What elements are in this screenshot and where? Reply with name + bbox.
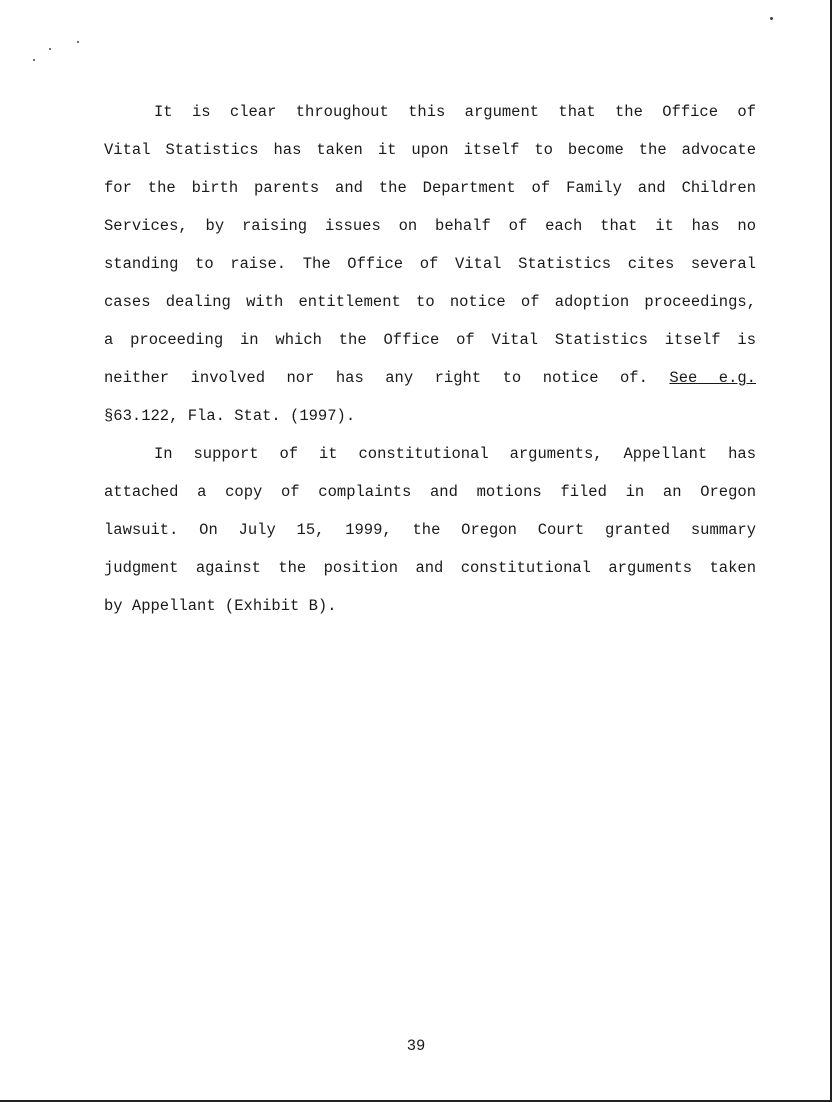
paragraph-1-line-8 xyxy=(104,368,756,388)
page-number: 39 xyxy=(406,1037,426,1055)
paragraph-2-line-3: lawsuit. On July 15, 1999, the Oregon Court granted summary xyxy=(104,521,756,539)
paragraph-1-line-1: It is clear throughout this argument that the Office of xyxy=(154,103,756,121)
scan-speck xyxy=(77,41,79,43)
paragraph-1-line-2: Vital Statistics has taken it upon itself to become the advocate xyxy=(104,141,756,159)
paragraph-2-line-2: attached a copy of complaints and motions filed in an Oregon xyxy=(104,483,756,501)
paragraph-1-line-9: §63.122, Fla. Stat. (1997). xyxy=(104,407,356,425)
scan-speck xyxy=(770,17,773,20)
scan-speck xyxy=(33,59,35,61)
paragraph-1-line-8-text: neither involved nor has any right to notice of. xyxy=(104,369,648,387)
paragraph-1-line-6: cases dealing with entitlement to notice of adoption proceedings, xyxy=(104,293,756,311)
paragraph-2-line-1: In support of it constitutional arguments, Appellant has xyxy=(154,445,756,463)
paragraph-1-line-4: Services, by raising issues on behalf of each that it has no xyxy=(104,217,756,235)
paragraph-2-line-4: judgment against the position and constitutional arguments taken xyxy=(104,559,756,577)
paragraph-1-line-3: for the birth parents and the Department of Family and Children xyxy=(104,179,756,197)
paragraph-2-line-5: by Appellant (Exhibit B). xyxy=(104,597,337,615)
citation-signal: See e.g. xyxy=(669,369,756,387)
scan-speck xyxy=(49,48,51,50)
paragraph-1-line-5: standing to raise. The Office of Vital Statistics cites several xyxy=(104,255,756,273)
paragraph-1-line-7: a proceeding in which the Office of Vital Statistics itself is xyxy=(104,331,756,349)
